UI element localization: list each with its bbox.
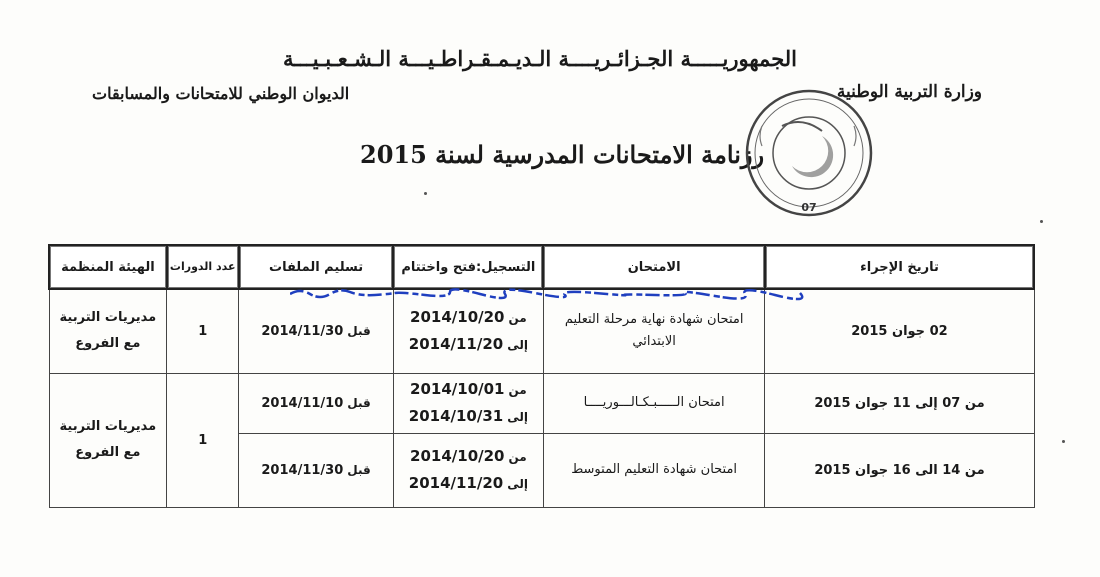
row2-date: من 07 إلى 11 جوان 2015: [765, 373, 1034, 433]
row2-exam: امتحان الـــــبـكـالـــوريــــا: [543, 373, 765, 433]
row3-date: من 14 الى 16 جوان 2015: [765, 433, 1034, 507]
row2-organizer: مديريات التربية مع الفروع: [49, 373, 167, 507]
row1-date: 02 جوان 2015: [765, 289, 1034, 373]
header-organizer: الهيئة المنظمة: [49, 245, 167, 289]
republic-heading: الجمهوريـــــة الجـزائـريــــة الـديـمـقـراطـيـــة الـشـعـبـيـــة: [283, 46, 797, 71]
row2-sessions: 1: [167, 373, 239, 507]
office-name: الديوان الوطني للامتحانات والمسابقات: [92, 84, 350, 103]
table-header-row: [49, 245, 1034, 289]
row1-organizer: مديريات التربية مع الفروع: [49, 289, 167, 373]
row3-registration: من2014/10/20 إلى2014/11/20: [393, 433, 543, 507]
ministry-name: وزارة التربية الوطنية: [836, 82, 982, 102]
row2-files: قبل2014/11/10: [239, 373, 394, 433]
header-sessions: عدد الدورات: [167, 245, 239, 289]
document-title: رزنامة الامتحانات المدرسية لسنة 2015: [360, 140, 765, 169]
row3-exam: امتحان شهادة التعليم المتوسط: [543, 433, 765, 507]
header-date: تاريخ الإجراء: [765, 245, 1034, 289]
row1-registration: من2014/10/20 إلى2014/11/20: [393, 289, 543, 373]
row1-files: قبل2014/11/30: [239, 289, 394, 373]
seal-number: 07: [801, 201, 817, 214]
header-files: تسليم الملفات: [239, 245, 394, 289]
header-exam: الامتحان: [543, 245, 765, 289]
row1-exam: امتحان شهادة نهاية مرحلة التعليم الابتدائي: [543, 289, 765, 373]
exam-calendar-table: [48, 244, 1035, 508]
row2-registration: من2014/10/01 إلى2014/10/31: [393, 373, 543, 433]
row3-files: قبل2014/11/30: [239, 433, 394, 507]
table-row: [49, 373, 1034, 433]
official-seal-icon: [742, 86, 877, 221]
header-registration: التسجيل:فتح واختتام: [393, 245, 543, 289]
row1-sessions: 1: [167, 289, 239, 373]
pen-scribble: [290, 286, 810, 302]
